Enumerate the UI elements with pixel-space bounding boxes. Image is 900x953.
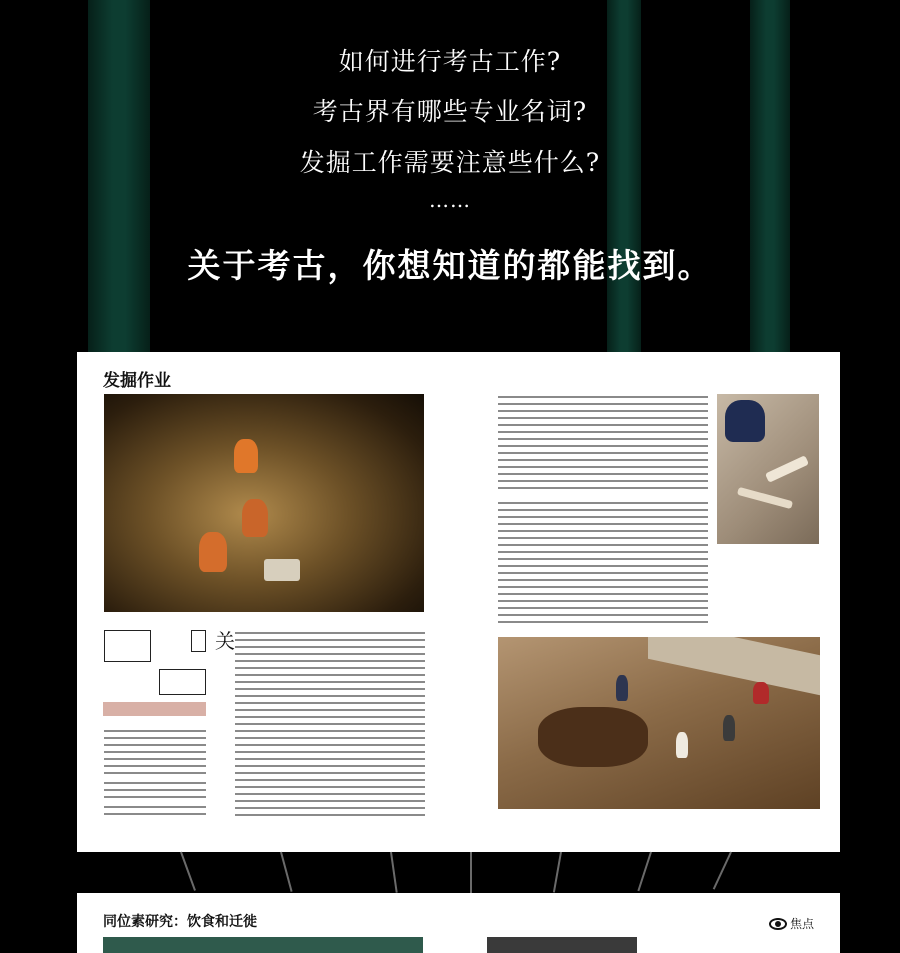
fan-line bbox=[553, 852, 562, 893]
site-trench-photo bbox=[498, 637, 820, 809]
fan-line bbox=[180, 852, 196, 891]
fan-line bbox=[470, 852, 472, 893]
excavation-cave-photo bbox=[104, 394, 424, 612]
fan-line bbox=[713, 852, 732, 890]
fan-line bbox=[637, 852, 652, 892]
next-book-page bbox=[77, 893, 840, 953]
eye-icon bbox=[769, 918, 787, 930]
diagram-box-2 bbox=[191, 630, 206, 652]
question-1: 如何进行考古工作? bbox=[338, 47, 562, 76]
section-title: 发掘作业 bbox=[103, 371, 171, 391]
skeleton-excavation-photo bbox=[717, 394, 819, 544]
question-2: 考古界有哪些专业名词? bbox=[312, 97, 588, 126]
body-text-right-mid bbox=[498, 502, 708, 628]
question-3: 发掘工作需要注意些什么? bbox=[299, 148, 601, 177]
focus-badge bbox=[769, 915, 814, 932]
body-text-right-top bbox=[498, 396, 708, 494]
dropcap: 关 bbox=[215, 629, 235, 653]
body-text-left bbox=[235, 632, 425, 821]
focus-badge-label: 焦点 bbox=[789, 917, 814, 931]
diagram-box-3 bbox=[159, 669, 206, 695]
next-section-title: 同位素研究：饮食和迁徙 bbox=[103, 914, 257, 930]
diagram-box-1 bbox=[104, 630, 151, 662]
caption-list bbox=[104, 730, 206, 820]
fan-line bbox=[280, 852, 293, 892]
diagram-accent-bar bbox=[103, 702, 206, 716]
headline: 关于考古，你想知道的都能找到。 bbox=[187, 246, 713, 285]
fan-line bbox=[390, 852, 398, 893]
book-page bbox=[77, 352, 840, 852]
ellipsis: …… bbox=[429, 188, 471, 212]
